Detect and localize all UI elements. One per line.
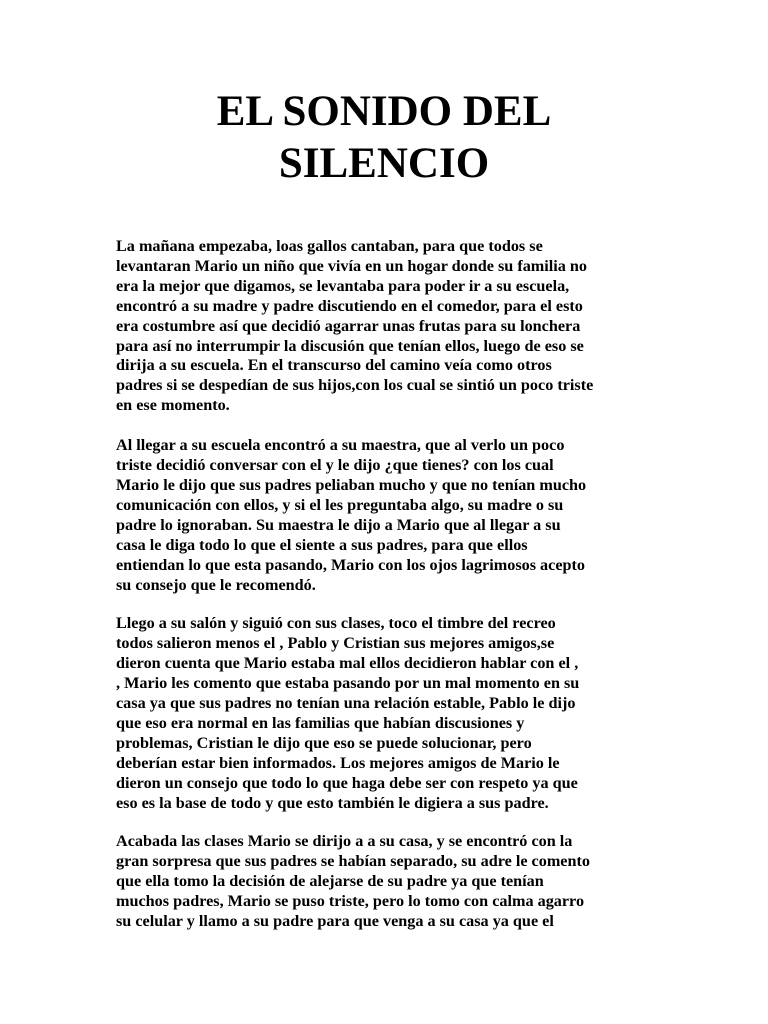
text-line: dieron un consejo que todo lo que haga debe ser con respeto ya que [116,773,578,792]
text-line: deberían estar bien informados. Los mejores amigos de Mario le [116,753,560,772]
text-line: Mario le dijo que sus padres peliaban mucho y que no tenían mucho [116,475,587,494]
text-line: Llego a su salón y siguió con sus clases, toco el timbre del recreo [116,614,556,633]
text-line: muchos padres, Mario se puso triste, pero lo tomo con calma agarro [116,892,585,911]
text-line: dirija a su escuela. En el transcurso del camino veía como otros [116,356,552,375]
text-line: todos salieron menos el , Pablo y Cristian sus mejores amigos,se [116,634,555,653]
text-line: casa ya que sus padres no tenían una relación estable, Pablo le dijo [116,694,576,713]
text-line: encontró a su madre y padre discutiendo en el comedor, para el esto [116,296,583,315]
text-line: para así no interrumpir la discusión que tenían ellos, luego de eso se [116,336,584,355]
text-line: Al llegar a su escuela encontró a su maestra, que al verlo un poco [116,436,565,455]
text-line: que eso era normal en las familias que habían discusiones y [116,713,525,732]
text-line: comunicación con ellos, y si el les preguntaba algo, su madre o su [116,495,564,514]
text-line: padre lo ignoraban. Su maestra le dijo a Mario que al llegar a su [116,515,561,534]
title-line: SILENCIO [278,140,490,187]
paragraph-1 [116,237,656,416]
text-line: triste decidió conversar con el y le dijo ¿que tienes? con los cual [116,456,554,475]
text-line: entiendan lo que esta pasando, Mario con los ojos lagrimosos acepto [116,555,586,574]
text-line: padres si se despedían de sus hijos,con los cual se sintió un poco triste [116,376,594,395]
text-line: casa le diga todo lo que el siente a sus padres, para que ellos [116,535,528,554]
text-line: La mañana empezaba, loas gallos cantaban, para que todos se [116,237,543,255]
text-line: era costumbre así que decidió agarrar unas frutas para su lonchera [116,316,581,335]
paragraph-3 [116,614,656,813]
text-line: que ella tomo la decisión de alejarse de su padre ya que tenían [116,872,544,891]
text-line: en ese momento. [116,396,230,415]
text-line: eso es la base de todo y que esto también le digiera a sus padre. [116,793,549,812]
title-line: EL SONIDO DEL [216,88,552,135]
page-title [0,86,768,190]
paragraph-2 [116,436,656,595]
text-line: su consejo que le recomendó. [116,575,316,594]
text-line: , Mario les comento que estaba pasando por un mal momento en su [116,674,580,693]
body-text [116,237,656,952]
text-line: Acabada las clases Mario se dirijo a a su casa, y se encontró con la [116,832,573,851]
text-line: levantaran Mario un niño que vivía en un hogar donde su familia no [116,256,588,275]
text-line: dieron cuenta que Mario estaba mal ellos decidieron hablar con el , [116,654,579,673]
text-line: gran sorpresa que sus padres se habían separado, su adre le comento [116,852,590,871]
paragraph-4 [116,832,656,932]
text-line: era la mejor que digamos, se levantaba para poder ir a su escuela, [116,276,570,295]
text-line: su celular y llamo a su padre para que venga a su casa ya que el [116,912,554,931]
text-line: problemas, Cristian le dijo que eso se puede solucionar, pero [116,733,532,752]
